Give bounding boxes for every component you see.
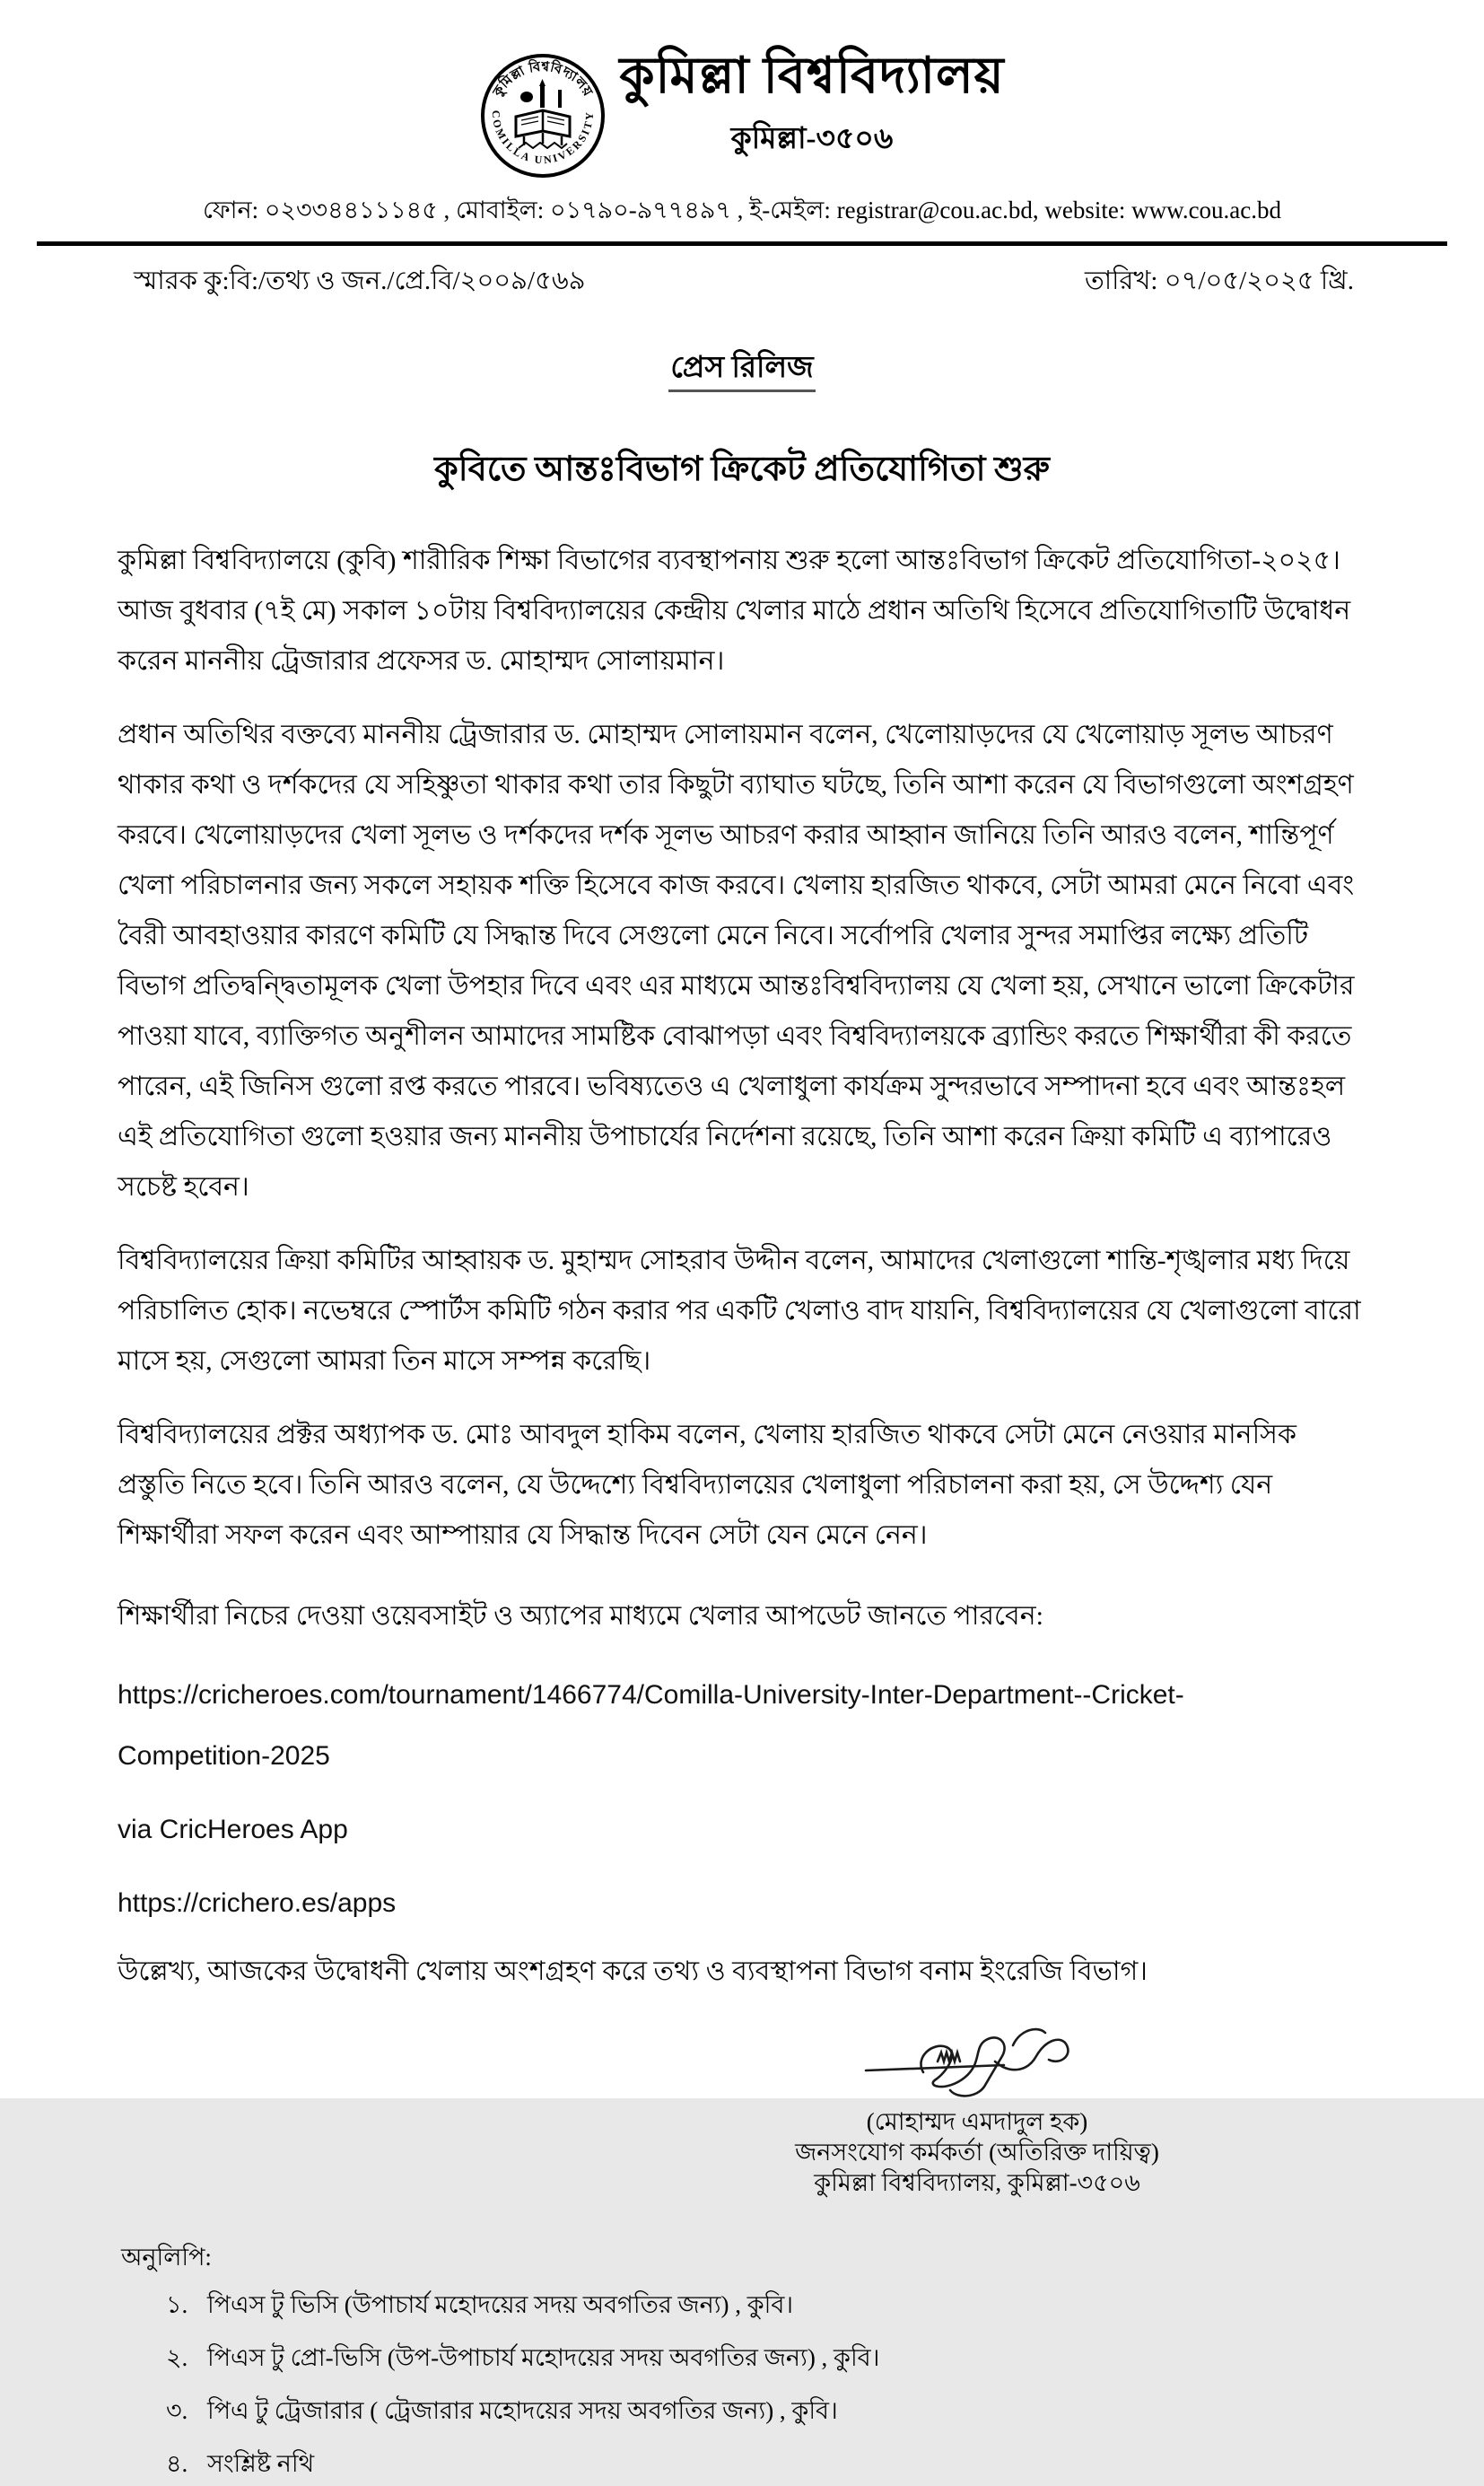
cc-item-number: ১. [166, 2291, 188, 2318]
update-intro: শিক্ষার্থীরা নিচের দেওয়া ওয়েবসাইট ও অ্যাপের মাধ্যমে খেলার আপডেট জানতে পারবেন: [118, 1601, 1043, 1631]
cc-label: অনুলিপি: [121, 2244, 212, 2271]
cc-list [118, 2287, 1366, 2486]
cc-item [118, 2340, 1366, 2380]
cc-item [118, 2446, 1366, 2486]
seal-top-text: কুমিল্লা বিশ্ববিদ্যালয় [491, 59, 596, 100]
university-seal-icon [479, 52, 607, 179]
tournament-url-line-2: Competition-2025 [118, 1741, 330, 1771]
university-name: কুমিল্লা বিশ্ববিদ্যালয় [619, 48, 1005, 104]
letterhead-name-block [619, 47, 1004, 165]
signatory-organization: কুমিল্লা বিশ্ববিদ্যালয়, কুমিল্লা-৩৫০৬ [814, 2169, 1140, 2196]
cc-item [118, 2287, 1366, 2327]
via-app-note: via CricHeroes App [118, 1815, 348, 1844]
paragraph-1: কুমিল্লা বিশ্ববিদ্যালয়ে (কুবি) শারীরিক শিক্ষা বিভাগের ব্যবস্থাপনায় শুরু হলো আন্তঃবিভাগ ক্রিকেট প্রতিযোগিতা-২০২৫। আজ বুধবার (৭ই মে) সকাল ১০টায় বিশ্ববিদ্যালয়ের কেন্দ্রীয় খেলার মাঠে প্রধান অতিথি হিসেবে প্রতিযোগিতাটি উদ্বোধন করেন মাননীয় ট্রেজারার প্রফেসর ড. মোহাম্মদ সোলায়মান। [118, 546, 1351, 676]
cc-item-text: সংশ্লিষ্ট নথি [207, 2450, 315, 2477]
cc-item-text: পিএস টু ভিসি (উপাচার্য মহোদয়ের সদয় অবগতির জন্য) , কুবি। [207, 2291, 794, 2318]
cc-item-text: পিএস টু প্রো-ভিসি (উপ-উপাচার্য মহোদয়ের সদয় অবগতির জন্য) , কুবি। [207, 2344, 880, 2371]
memo-number: স্মারক কু:বি:/তথ্য ও জন./প্রে.বি/২০০৯/৫৬৯ [134, 267, 586, 295]
letterhead [118, 47, 1366, 179]
cc-item-number: ৪. [166, 2450, 188, 2477]
closing-note: উল্লেখ্য, আজকের উদ্বোধনী খেলায় অংশগ্রহণ করে তথ্য ও ব্যবস্থাপনা বিভাগ বনাম ইংরেজি বিভাগ। [118, 1956, 1148, 1986]
seal-pen-icon [540, 84, 545, 108]
cc-section [118, 2239, 1366, 2486]
press-release-title: প্রেস রিলিজ [118, 344, 1366, 394]
cc-item [118, 2393, 1366, 2433]
university-address: কুমিল্লা-৩৫০৬ [730, 123, 894, 155]
seal-bar-icon [558, 90, 562, 108]
signature-scribble-icon [860, 2020, 1094, 2103]
app-url: https://crichero.es/apps [118, 1888, 397, 1918]
signature-block [771, 2020, 1183, 2198]
university-logo [479, 52, 607, 179]
header-divider [37, 241, 1447, 246]
paragraph-2: প্রধান অতিথির বক্তব্যে মাননীয় ট্রেজারার ড. মোহাম্মদ সোলায়মান বলেন, খেলোয়াড়দের যে খেলোয়াড় সূলভ আচরণ থাকার কথা ও দর্শকদের যে সহিষ্ণুতা থাকার কথা তার কিছুটা ব্যাঘাত ঘটছে, তিনি আশা করেন যে বিভাগগুলো অংশগ্রহণ করবে। খেলোয়াড়দের খেলা সূলভ ও দর্শকদের দর্শক সূলভ আচরণ করার আহ্বান জানিয়ে তিনি আরও বলেন, শান্তিপূর্ণ খেলা পরিচালনার জন্য সকলে সহায়ক শক্তি হিসেবে কাজ করবে। খেলায় হারজিত থাকবে, সেটা আমরা মেনে নিবো এবং বৈরী আবহাওয়ার কারণে কমিটি যে সিদ্ধান্ত দিবে সেগুলো মেনে নিবে। সর্বোপরি খেলার সুন্দর সমাপ্তির লক্ষ্যে প্রতিটি বিভাগ প্রতিদ্বন্দ্বিতামূলক খেলা উপহার দিবে এবং এর মাধ্যমে আন্তঃবিশ্ববিদ্যালয় যে খেলা হয়, সেখানে ভালো ক্রিকেটার পাওয়া যাবে, ব্যাক্তিগত অনুশীলন আমাদের সামষ্টিক বোঝাপড়া এবং বিশ্ববিদ্যালয়কে ব্র্যান্ডিং করতে শিক্ষার্থীরা কী করতে পারেন, এই জিনিস গুলো রপ্ত করতে পারবে। ভবিষ্যতেও এ খেলাধুলা কার্যক্রম সুন্দরভাবে সম্পাদনা হবে এবং আন্তঃহল এই প্রতিযোগিতা গুলো হওয়ার জন্য মাননীয় উপাচার্যের নির্দেশনা রয়েছে, তিনি আশা করেন ক্রিয়া কমিটি এ ব্যাপারেও সচেষ্ট হবেন। [118, 720, 1355, 1202]
seal-bottom-text: COMILLA UNIVERSITY [490, 109, 597, 167]
contact-line: ফোন: ০২৩৩৪৪১১১৪৫ , মোবাইল: ০১৭৯০-৯৭৭৪৯৭ , ই-মেইল: registrar@cou.ac.bd, website: www.cou.ac.bd [202, 197, 1282, 223]
tournament-url-line-1: https://cricheroes.com/tournament/1466774/Comilla-University-Inter-Department--Cricket- [118, 1680, 1184, 1710]
seal-flower-icon [520, 92, 533, 102]
paragraph-3: বিশ্ববিদ্যালয়ের ক্রিয়া কমিটির আহ্বায়ক ড. মুহাম্মদ সোহরাব উদ্দীন বলেন, আমাদের খেলাগুলো শান্তি-শৃঙ্খলার মধ্য দিয়ে পরিচালিত হোক। নভেম্বরে স্পোর্টস কমিটি গঠন করার পর একটি খেলাও বাদ যায়নি, বিশ্ববিদ্যালয়ের যে খেলাগুলো বারো মাসে হয়, সেগুলো আমরা তিন মাসে সম্পন্ন করেছি। [118, 1246, 1361, 1376]
signatory-name: (মোহাম্মদ এমদাদুল হক) [866, 2108, 1088, 2135]
tournament-url [118, 1665, 1366, 1787]
paragraph-4: বিশ্ববিদ্যালয়ের প্রক্টর অধ্যাপক ড. মোঃ আবদুল হাকিম বলেন, খেলায় হারজিত থাকবে সেটা মেনে নেওয়ার মানসিক প্রস্তুতি নিতে হবে। তিনি আরও বলেন, যে উদ্দেশ্যে বিশ্ববিদ্যালয়ের খেলাধুলা পরিচালনা করা হয়, সে উদ্দেশ্য যেন শিক্ষার্থীরা সফল করেন এবং আম্পায়ার যে সিদ্ধান্ত দিবেন সেটা যেন মেনে নেন। [118, 1420, 1296, 1550]
headline: কুবিতে আন্তঃবিভাগ ক্রিকেট প্রতিযোগিতা শুরু [434, 451, 1050, 488]
open-book-icon [516, 110, 570, 136]
document-date: তারিখ: ০৭/০৫/২০২৫ খ্রি. [1084, 267, 1354, 295]
cc-item-number: ২. [166, 2344, 188, 2371]
cc-item-text: পিএ টু ট্রেজারার ( ট্রেজারার মহোদয়ের সদয় অবগতির জন্য) , কুবি। [207, 2397, 838, 2424]
signatory-designation: জনসংযোগ কর্মকর্তা (অতিরিক্ত দায়িত্ব) [795, 2139, 1159, 2166]
cc-item-number: ৩. [166, 2397, 188, 2424]
memo-row [118, 260, 1366, 304]
document-body [118, 536, 1366, 1997]
